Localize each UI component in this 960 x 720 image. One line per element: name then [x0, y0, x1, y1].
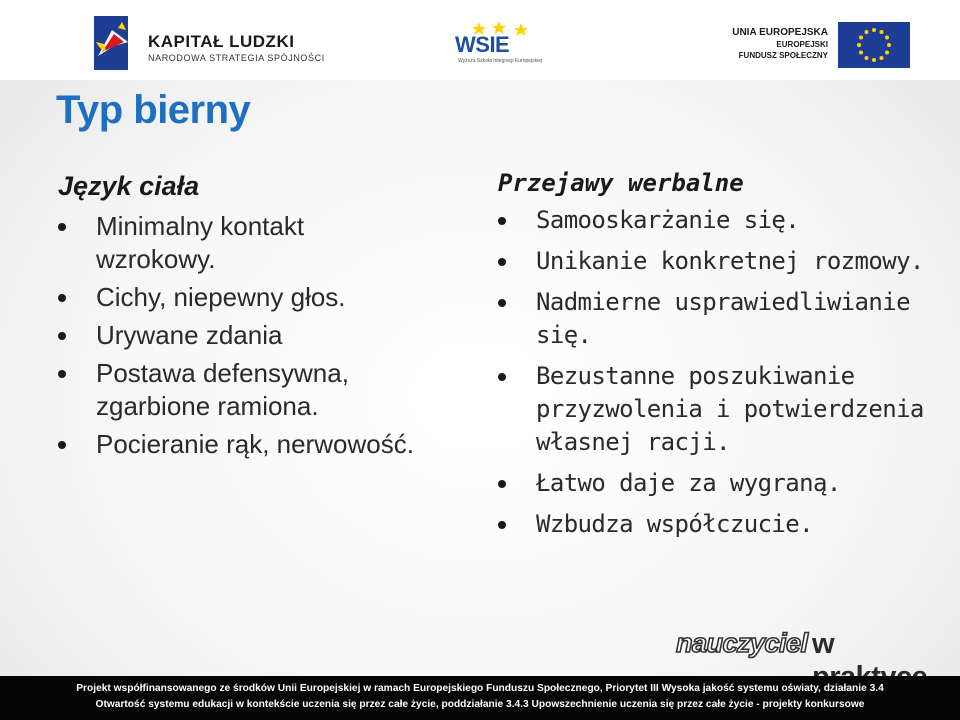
- wsie-wordmark: WSIE: [455, 32, 510, 57]
- bullet-dot-icon: [58, 370, 66, 378]
- kapital-ludzki-title: KAPITAŁ LUDZKI: [148, 32, 295, 51]
- left-column: [58, 172, 428, 466]
- list-item: [58, 357, 428, 423]
- footer-line2: Otwartość systemu edukacji w kontekście uczenia się przez całe życie, poddziałanie 3.4.3 Upowszechnienie uczenia się przez całe życie - projekty konkursowe: [95, 699, 865, 710]
- list-item: [498, 204, 938, 237]
- list-item-text: Unikanie konkretnej rozmowy.: [536, 247, 924, 276]
- bullet-dot-icon: [498, 299, 506, 307]
- kapital-ludzki-icon: [92, 12, 134, 74]
- eu-label-line2: EUROPEJSKI: [776, 40, 828, 49]
- footer-bar: [0, 676, 960, 720]
- right-bullet-list: [498, 204, 938, 541]
- left-column-heading: Język ciała: [58, 171, 200, 201]
- bullet-dot-icon: [498, 521, 506, 529]
- list-item-text: Nadmierne usprawiedliwianie się.: [536, 288, 910, 350]
- slide-title: Typ bierny: [56, 88, 251, 132]
- bullet-dot-icon: [498, 217, 506, 225]
- bullet-dot-icon: [58, 441, 66, 449]
- list-item-text: Łatwo daje za wygraną.: [536, 469, 841, 498]
- list-item: [498, 245, 938, 278]
- right-column-heading: Przejawy werbalne: [498, 169, 744, 197]
- brand-part1: nauczyciel: [676, 628, 808, 658]
- kapital-ludzki-subtitle: NARODOWA STRATEGIA SPÓJNOŚCI: [148, 53, 325, 63]
- kapital-ludzki-logo: [92, 12, 332, 74]
- bullet-dot-icon: [498, 258, 506, 266]
- list-item-text: Minimalny kontakt wzrokowy.: [96, 210, 305, 274]
- header-bar: [0, 0, 960, 80]
- list-item: [498, 467, 938, 500]
- left-bullet-list: [58, 210, 428, 461]
- brand-part2: w: [812, 628, 835, 660]
- eu-label-line3: FUNDUSZ SPOŁECZNY: [738, 51, 828, 60]
- bullet-dot-icon: [58, 294, 66, 302]
- list-item: [58, 210, 428, 276]
- list-item: [498, 286, 938, 352]
- list-item-text: Cichy, niepewny głos.: [96, 281, 346, 312]
- bullet-dot-icon: [58, 332, 66, 340]
- bullet-dot-icon: [498, 373, 506, 381]
- list-item: [498, 360, 938, 459]
- eu-flag-icon: [838, 22, 910, 68]
- bullet-dot-icon: [498, 480, 506, 488]
- list-item: [58, 319, 428, 352]
- eu-label-line1: UNIA EUROPEJSKA: [732, 27, 828, 38]
- list-item: [58, 281, 428, 314]
- list-item-text: Postawa defensywna, zgarbione ramiona.: [96, 357, 349, 421]
- list-item-text: Wzbudza współczucie.: [536, 510, 813, 539]
- list-item: [58, 428, 428, 461]
- list-item-text: Urywane zdania: [96, 319, 283, 350]
- wsie-logo: [455, 22, 545, 68]
- list-item-text: Samooskarżanie się.: [536, 206, 800, 235]
- eu-logo: [720, 22, 910, 70]
- list-item-text: Pocieranie rąk, nerwowość.: [96, 428, 414, 459]
- list-item: [498, 508, 938, 541]
- footer-line1: Projekt współfinansowanego ze środków Unii Europejskiej w ramach Europejskiego Funduszu Społecznego, Priorytet III Wysoka jakość systemu oświaty, działanie 3.4: [76, 683, 884, 694]
- wsie-subtitle: Wyższa Szkoła Integracji Europejskiej: [458, 58, 543, 64]
- bullet-dot-icon: [58, 223, 66, 231]
- right-column: [498, 170, 938, 549]
- list-item-text: Bezustanne poszukiwanie przyzwolenia i potwierdzenia własnej racji.: [536, 362, 924, 457]
- nauczyciel-w-praktyce-logo: [676, 628, 946, 668]
